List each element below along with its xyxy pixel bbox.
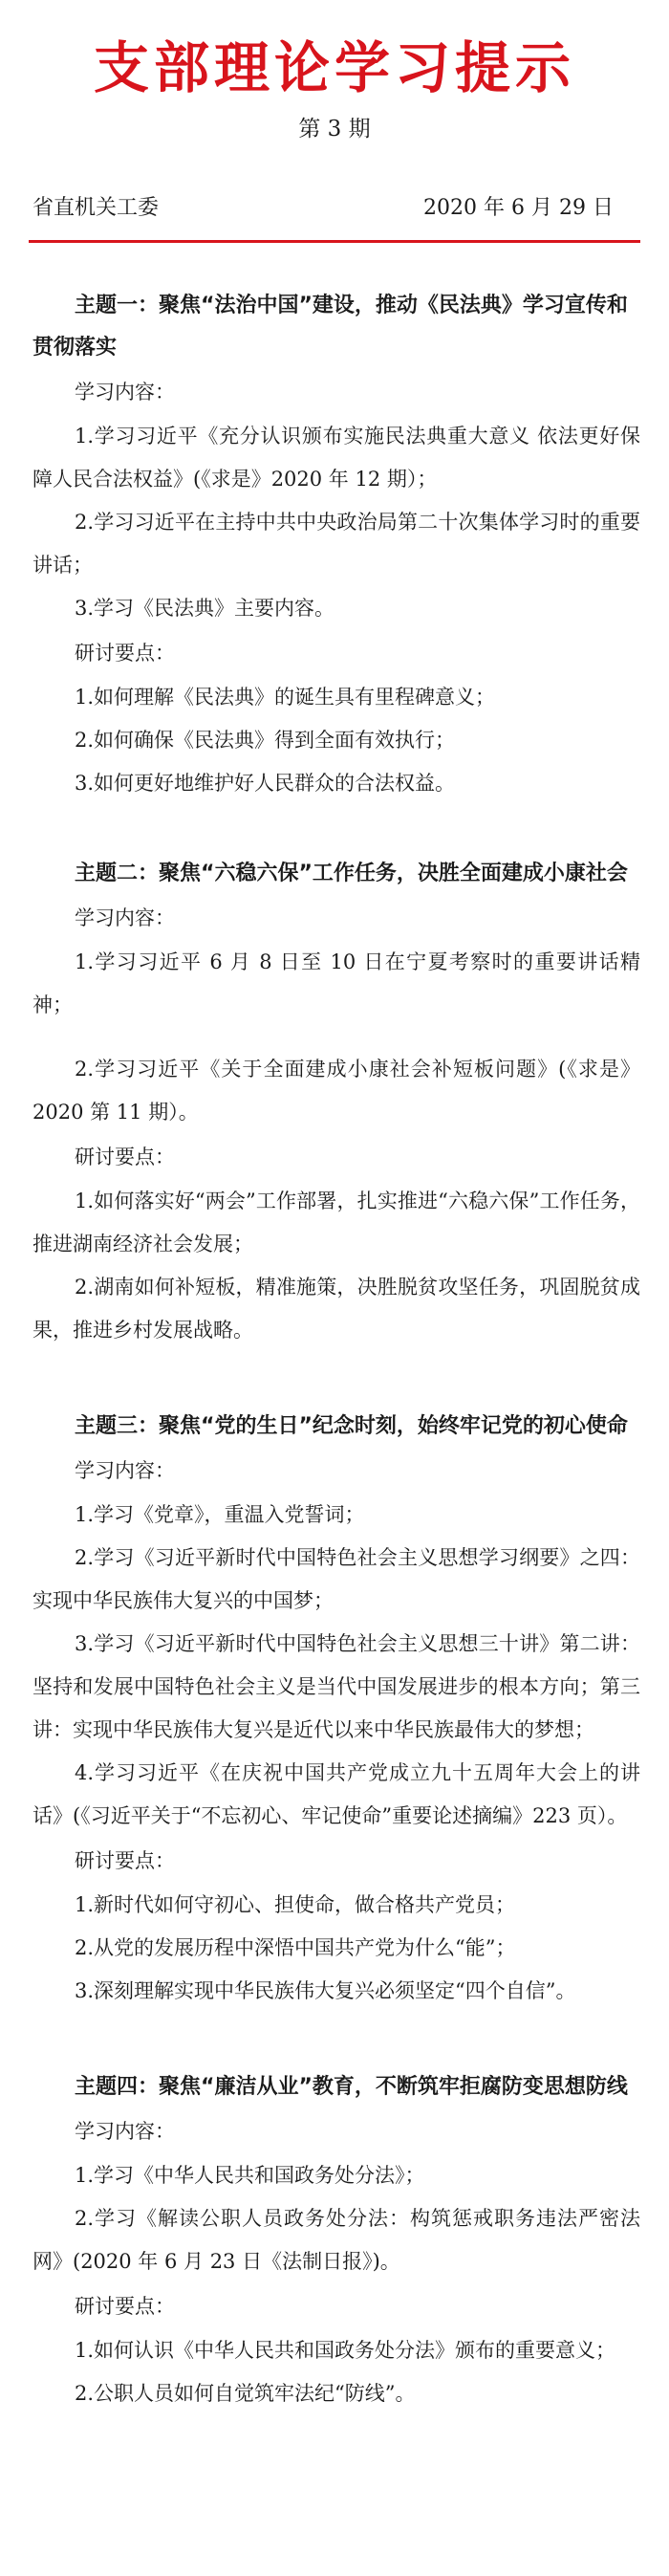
topic-section (29, 2066, 640, 2415)
discuss-item: 1.如何认识《中华人民共和国政务处分法》颁布的重要意义； (75, 2339, 616, 2362)
discuss-label: 研讨要点： (75, 642, 175, 665)
meta-row (29, 198, 640, 219)
study-item: 2.学习习近平《关于全面建成小康社会补短板问题》(《求是》2020 第 11 期）。 (32, 1058, 640, 1124)
discuss-item: 1.新时代如何守初心、担使命，做合格共产党员； (75, 1893, 516, 1916)
topic-title: 主题一：聚焦“法治中国”建设，推动《民法典》学习宣传和贯彻落实 (32, 294, 628, 360)
publisher: 省直机关工委 (32, 196, 160, 220)
study-item: 1.学习习近平《充分认识颁布实施民法典重大意义 依法更好保障人民合法权益》(《求是》2020 年 12 期）； (32, 425, 640, 491)
study-item: 4.学习习近平《在庆祝中国共产党成立九十五周年大会上的讲话》(《习近平关于“不忘初心、牢记使命”重要论述摘编》223 页）。 (32, 1761, 640, 1827)
study-item: 1.学习习近平 6 月 8 日至 10 日在宁夏考察时的重要讲话精神； (32, 950, 640, 1016)
topic-section (29, 853, 640, 1352)
topic-section (29, 285, 640, 805)
study-item: 2.学习《解读公职人员政务处分法：构筑惩戒职务违法严密法网》(2020 年 6 月 23 日《法制日报》)。 (32, 2207, 640, 2273)
discuss-label: 研讨要点： (75, 1146, 175, 1168)
discuss-item: 1.如何理解《民法典》的诞生具有里程碑意义； (75, 686, 496, 709)
topic-title: 主题三：聚焦“党的生日”纪念时刻，始终牢记党的初心使命 (75, 1414, 628, 1438)
discuss-item: 2.从党的发展历程中深悟中国共产党为什么“能”； (75, 1936, 516, 1959)
study-label: 学习内容： (75, 2120, 175, 2143)
study-item: 2.学习《习近平新时代中国特色社会主义思想学习纲要》之四：实现中华民族伟大复兴的中国梦； (32, 1546, 640, 1612)
discuss-label: 研讨要点： (75, 1849, 175, 1872)
discuss-item: 3.如何更好地维护好人民群众的合法权益。 (75, 772, 456, 795)
study-label: 学习内容： (75, 906, 175, 929)
discuss-item: 2.公职人员如何自觉筑牢法纪“防线”。 (75, 2382, 416, 2405)
study-item: 3.学习《民法典》主要内容。 (75, 597, 335, 620)
discuss-label: 研讨要点： (75, 2295, 175, 2318)
study-label: 学习内容： (75, 381, 175, 404)
topic-title: 主题二：聚焦“六稳六保”工作任务，决胜全面建成小康社会 (75, 862, 628, 885)
issue-number: 第 3 期 (298, 117, 371, 142)
discuss-item: 2.如何确保《民法典》得到全面有效执行； (75, 729, 456, 752)
study-item: 1.学习《中华人民共和国政务处分法》； (75, 2164, 425, 2187)
topic-section (29, 1406, 640, 2013)
discuss-item: 2.湖南如何补短板，精准施策，决胜脱贫攻坚任务，巩固脱贫成果，推进乡村发展战略。 (32, 1276, 640, 1342)
study-item: 1.学习《党章》，重温入党誓词； (75, 1503, 365, 1526)
topic-title: 主题四：聚焦“廉洁从业”教育，不断筑牢拒腐防变思想防线 (75, 2075, 628, 2099)
bulletin-title: 支部理论学习提示 (93, 35, 575, 100)
study-item: 2.学习习近平在主持中共中央政治局第二十次集体学习时的重要讲话； (32, 511, 640, 577)
publish-date: 2020 年 6 月 29 日 (423, 196, 614, 220)
red-divider (29, 240, 640, 243)
discuss-item: 1.如何落实好“两会”工作部署，扎实推进“六稳六保”工作任务，推进湖南经济社会发展； (32, 1190, 640, 1255)
study-label: 学习内容： (75, 1459, 175, 1482)
study-item: 3.学习《习近平新时代中国特色社会主义思想三十讲》第二讲：坚持和发展中国特色社会主义是当代中国发展进步的根本方向；第三讲：实现中华民族伟大复兴是近代以来中华民族最伟大的梦想； (32, 1632, 640, 1741)
discuss-item: 3.深刻理解实现中华民族伟大复兴必须坚定“四个自信”。 (75, 1979, 576, 2002)
